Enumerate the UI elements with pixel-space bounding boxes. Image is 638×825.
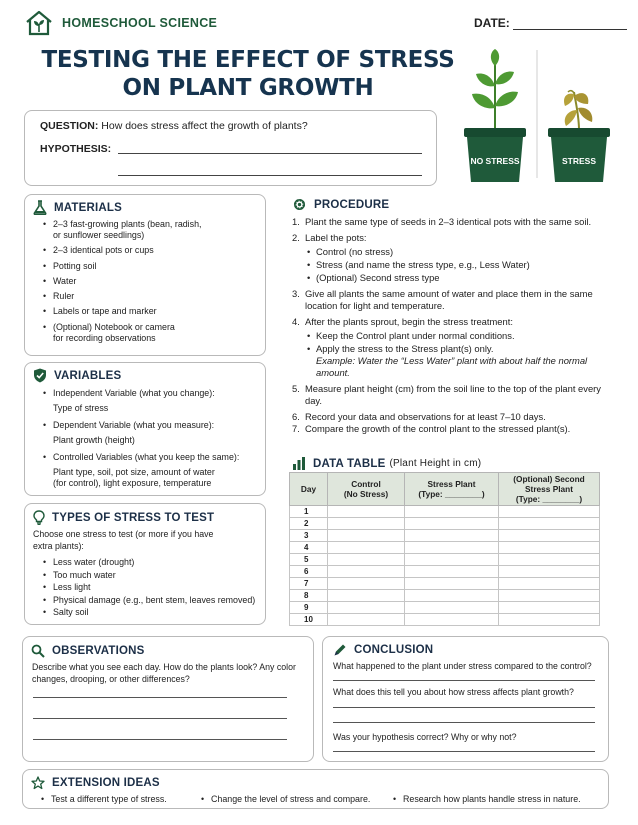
- hypothesis-line-2[interactable]: [118, 175, 422, 176]
- brand-name: HOMESCHOOL SCIENCE: [62, 16, 218, 30]
- hypothesis-label: HYPOTHESIS:: [40, 143, 112, 155]
- list-item: • Less water (drought): [43, 557, 265, 568]
- table-row: 10: [290, 614, 600, 626]
- materials-heading: [33, 200, 122, 215]
- list-item: • Stress (and name the stress type, e.g., Less Water): [305, 259, 608, 271]
- list-item: • Independent Variable (what you change): Type of stress: [43, 388, 265, 414]
- procedure-step-2: 2. Label the pots: • Control (no stress) • Stress (and name the stress type, e.g., Less Water) • (Optional) Second stress type: [292, 232, 608, 284]
- variables-title: VARIABLES: [54, 369, 122, 382]
- brand: [24, 10, 217, 36]
- flask-icon: [33, 200, 47, 215]
- example-note: Example: Water the “Less Water” plant with about half the normal amount.: [316, 355, 588, 378]
- materials-title: MATERIALS: [54, 201, 123, 214]
- procedure-step-4: 4. After the plants sprout, begin the stress treatment: • Keep the Control plant under normal conditions. • Apply the stress to the Stress plant(s) only. Example: Water the “Less Water” plant with about half the normal amount.: [292, 316, 608, 379]
- stress-types-list: [43, 557, 265, 620]
- materials-list: [43, 219, 263, 348]
- col-day: Day: [290, 473, 328, 506]
- house-plant-icon: [24, 10, 54, 36]
- data-table-subtitle: (Plant Height in cm): [389, 458, 482, 469]
- observations-prompt: Describe what you see each day. How do the plants look? Any color changes, drooping, or other differences?: [32, 662, 296, 684]
- procedure-step-7: 7. Compare the growth of the control plant to the stressed plant(s).: [292, 423, 571, 434]
- shield-check-icon: [33, 368, 47, 383]
- list-item: • Labels or tape and marker: [43, 306, 263, 317]
- list-item: • Dependent Variable (what you measure): Plant growth (height): [43, 420, 265, 446]
- healthy-plant-icon: [472, 49, 518, 130]
- list-item: • Apply the stress to the Stress plant(s) only. Example: Water the “Less Water” plant with about half the normal amount.: [305, 343, 608, 379]
- conclusion-q1: What happened to the plant under stress compared to the control?: [333, 661, 592, 671]
- wilted-plant-icon: [564, 91, 592, 130]
- stress-types-title: TYPES OF STRESS TO TEST: [52, 511, 215, 524]
- table-row: 3: [290, 530, 600, 542]
- procedure-heading: [292, 197, 389, 212]
- list-item: • 2–3 identical pots or cups: [43, 245, 263, 256]
- question-box: [24, 110, 437, 186]
- list-item: • Too much water: [43, 570, 265, 581]
- conclusion-q2: What does this tell you about how stress affects plant growth?: [333, 687, 574, 697]
- table-row: 4: [290, 542, 600, 554]
- conclusion-box: [322, 636, 609, 762]
- stress-types-intro: Choose one stress to test (or more if you have extra plants):: [33, 529, 214, 551]
- list-item: • Research how plants handle stress in nature.: [393, 794, 593, 805]
- list-item: • Controlled Variables (what you keep the same): Plant type, soil, pot size, amount of water (for control), light exposure, temperature: [43, 452, 265, 489]
- star-icon: [31, 776, 45, 790]
- table-row: 9: [290, 602, 600, 614]
- variables-box: [24, 362, 266, 496]
- list-item: • Control (no stress): [305, 246, 608, 258]
- conclusion-title: CONCLUSION: [354, 644, 434, 656]
- procedure-step-1: 1. Plant the same type of seeds in 2–3 identical pots with the same soil.: [292, 216, 592, 227]
- list-item: • (Optional) Notebook or camera for recording observations: [43, 322, 263, 344]
- table-row: 8: [290, 590, 600, 602]
- conclusion-heading: [333, 643, 433, 657]
- procedure-steps: [292, 216, 608, 439]
- observations-line-1[interactable]: [33, 697, 287, 698]
- data-table: [289, 472, 600, 626]
- extension-list: [41, 794, 601, 809]
- list-item: • Less light: [43, 582, 265, 593]
- table-header-row: [290, 473, 600, 506]
- col-optional: (Optional) Second Stress Plant (Type: ________): [499, 473, 600, 506]
- list-item: • (Optional) Second stress type: [305, 272, 608, 284]
- procedure-title: PROCEDURE: [314, 198, 390, 211]
- data-table-heading: [292, 457, 481, 470]
- page-title: [40, 46, 456, 102]
- conclusion-line-4[interactable]: [333, 751, 595, 752]
- stress-types-heading: [33, 510, 214, 525]
- plants-illustration: [462, 46, 612, 186]
- observations-box: [22, 636, 314, 762]
- materials-box: [24, 194, 266, 356]
- procedure-step-3: 3. Give all plants the same amount of water and place them in the same location for light and temperature.: [292, 288, 593, 311]
- plants-svg: [462, 46, 612, 186]
- pot-no-stress: [464, 128, 526, 182]
- list-item: • Ruler: [43, 291, 263, 302]
- stress-types-box: [24, 503, 266, 625]
- variables-list: [43, 388, 265, 493]
- variables-heading: [33, 368, 121, 383]
- title-line-2: ON PLANT GROWTH: [122, 75, 374, 101]
- list-item: • 2–3 fast-growing plants (bean, radish, or sunflower seedlings): [43, 219, 263, 241]
- data-table-title: DATA TABLE: [313, 457, 386, 470]
- hypothesis-line-1[interactable]: [118, 153, 422, 154]
- table-row: 2: [290, 518, 600, 530]
- observations-line-2[interactable]: [33, 718, 287, 719]
- date-line[interactable]: [513, 18, 627, 30]
- pot-label-stress: STRESS: [561, 156, 597, 166]
- observations-line-3[interactable]: [33, 739, 287, 740]
- list-item: • Salty soil: [43, 607, 265, 618]
- date-label: DATE:: [474, 16, 510, 30]
- procedure-step-5: 5. Measure plant height (cm) from the soil line to the top of the plant every day.: [292, 383, 601, 406]
- pot-label-no-stress: NO STRESS: [470, 156, 520, 166]
- pencil-icon: [333, 643, 347, 657]
- observations-heading: [31, 644, 145, 658]
- table-row: 7: [290, 578, 600, 590]
- list-item: • Change the level of stress and compare.: [201, 794, 393, 805]
- table-row: 5: [290, 554, 600, 566]
- magnifier-icon: [31, 644, 45, 658]
- conclusion-line-1[interactable]: [333, 680, 595, 681]
- col-stress: Stress Plant (Type: ________): [405, 473, 499, 506]
- conclusion-line-3[interactable]: [333, 722, 595, 723]
- question-row: [40, 120, 308, 132]
- lightbulb-icon: [33, 510, 45, 525]
- extension-heading: [31, 776, 160, 790]
- pot-stress: [548, 128, 610, 182]
- list-item: • Water: [43, 276, 263, 287]
- list-item: • Test a different type of stress.: [41, 794, 201, 805]
- title-line-1: TESTING THE EFFECT OF STRESS: [41, 47, 455, 73]
- col-control: Control (No Stress): [328, 473, 405, 506]
- procedure-step-6: 6. Record your data and observations for at least 7–10 days.: [292, 411, 546, 422]
- date-field[interactable]: [474, 16, 627, 30]
- conclusion-line-2[interactable]: [333, 707, 595, 708]
- hypothesis-row: [40, 143, 111, 155]
- observations-title: OBSERVATIONS: [52, 645, 145, 657]
- question-text: How does stress affect the growth of plants?: [101, 120, 308, 132]
- gear-icon: [292, 197, 307, 212]
- list-item: • Potting soil: [43, 261, 263, 272]
- table-row: 6: [290, 566, 600, 578]
- bar-chart-icon: [292, 457, 306, 470]
- extension-title: EXTENSION IDEAS: [52, 777, 160, 789]
- list-item: • Physical damage (e.g., bent stem, leaves removed): [43, 595, 265, 606]
- extension-box: [22, 769, 609, 809]
- list-item: • Keep the Control plant under normal conditions.: [305, 330, 608, 342]
- conclusion-q3: Was your hypothesis correct? Why or why not?: [333, 732, 517, 742]
- table-row: 1: [290, 506, 600, 518]
- question-label: QUESTION:: [40, 120, 99, 132]
